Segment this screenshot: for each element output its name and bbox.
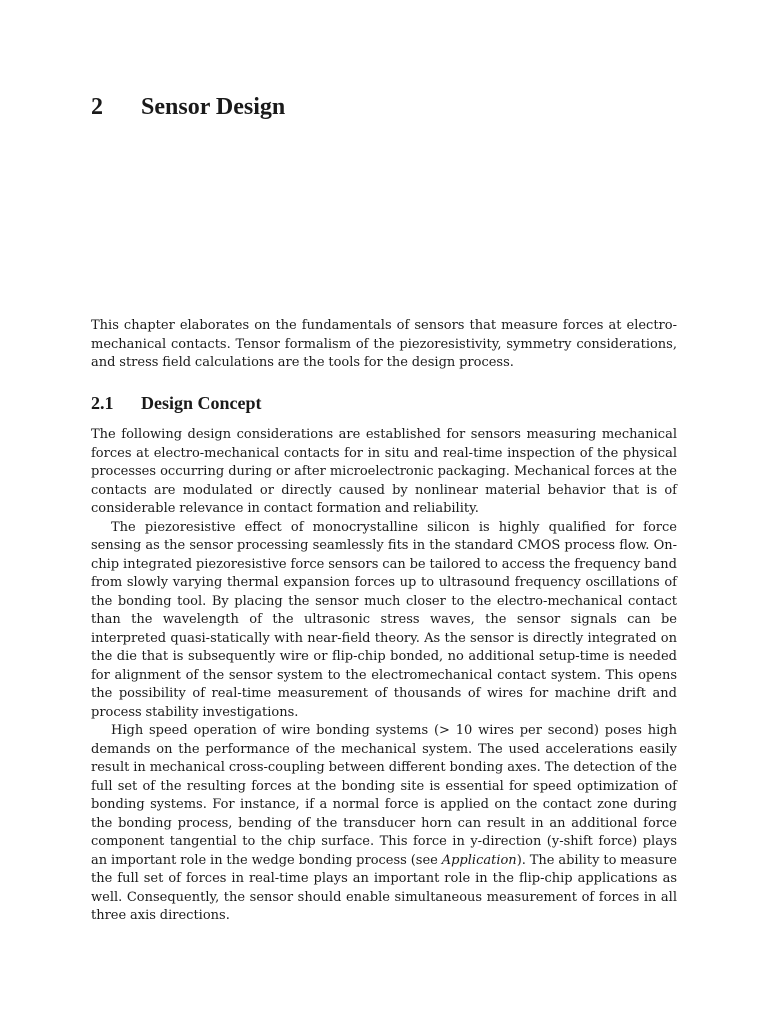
- paragraph-2: The piezoresistive effect of monocrystalline silicon is highly qualified for force sensing as the sensor processing seamlessly fits in the standard CMOS process flow. On-chip integrated piezoresistive force sensors can be tailored to access the frequency band from slowly varying thermal expansion forces up to ultrasound frequency oscillations of the bonding tool. By placing the sensor much closer to the electro-mechanical contact than the wavelength of the ultrasonic stress waves, the sensor signals can be interpreted quasi-statically with near-field theory. As the sensor is directly integrated on the die that is subsequently wire or flip-chip bonded, no additional setup-time is needed for alignment of the sensor system to the electromechanical contact system. This opens the possibility of real-time measurement of thousands of wires for machine drift and process stability investigations.: [91, 519, 677, 720]
- section-title: [91, 392, 262, 414]
- chapter-title: [91, 93, 285, 121]
- chapter-number: 2: [91, 94, 103, 120]
- section-number: 2.1: [91, 393, 114, 413]
- paragraph-1: The following design considerations are established for sensors measuring mechanical forces at electro-mechanical contacts for in situ and real-time inspection of the physical processes occurring during or after microelectronic packaging. Mechanical forces at the contacts are modulated or directly caused by nonlinear material behavior that is of considerable relevance in contact formation and reliability.: [91, 427, 677, 516]
- document-page: [91, 0, 677, 1024]
- section-title-text: Design Concept: [141, 393, 262, 413]
- paragraph-3-text-start: High speed operation of wire bonding systems (> 10 wires per second) poses high demands on the performance of the mechanical system. The used accelerations easily result in mechanical cross-coupling between different bonding axes. The detection of the full set of the resulting forces at the bonding site is essential for speed optimization of bonding systems. For instance, if a normal force is applied on the contact zone during the bonding process, bending of the transducer horn can result in an additional force component tangential to the chip surface. This force in y-direction (y-shift force) plays an important role in the wedge bonding process (see: [91, 723, 677, 868]
- section-body: [91, 426, 677, 926]
- chapter-intro: [91, 317, 677, 373]
- intro-paragraph: This chapter elaborates on the fundamentals of sensors that measure forces at electro-mechanical contacts. Tensor formalism of the piezoresistivity, symmetry considerations, and stress field calculations are the tools for the design process.: [91, 318, 677, 370]
- chapter-title-text: Sensor Design: [141, 94, 286, 120]
- paragraph-3: [91, 722, 677, 926]
- application-reference: Application: [441, 852, 517, 868]
- paragraph-3-text-end: ). The ability to measure the full set of forces in real-time plays an important role in the flip-chip applications as well. Consequently, the sensor should enable simultaneous measurement of forces in all three axis directions.: [91, 852, 677, 923]
